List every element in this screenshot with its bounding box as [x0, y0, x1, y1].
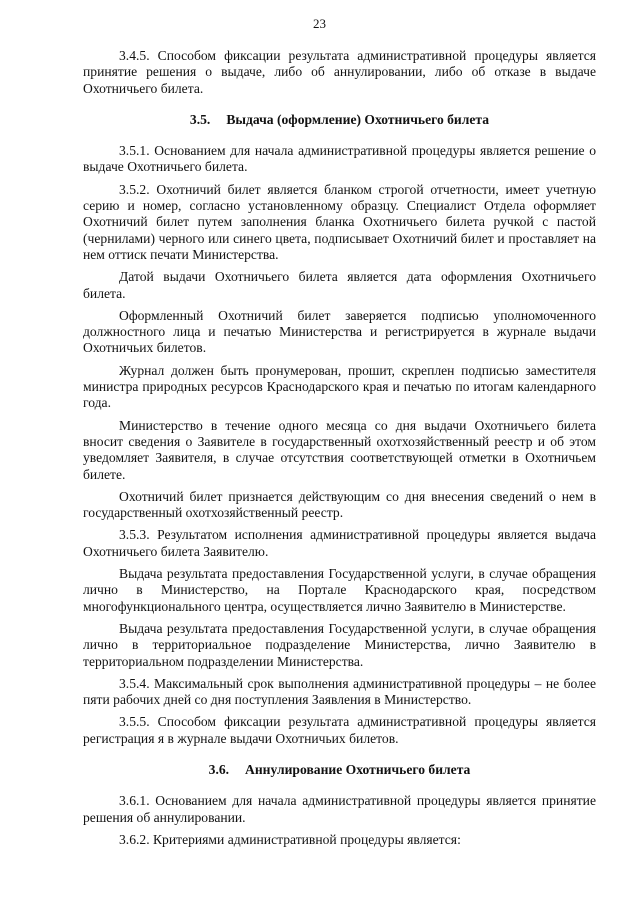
- section-number: 3.5.: [189, 111, 211, 127]
- paragraph: Датой выдачи Охотничьего билета является дата оформления Охотничьего билета.: [83, 269, 596, 301]
- paragraph: Оформленный Охотничий билет заверяется подписью уполномоченного должностного лица и печатью Министерства и регистрируется в журнале выдачи Охотничьих билетов.: [83, 307, 596, 356]
- paragraph-3-5-3: 3.5.3. Результатом исполнения административной процедуры является выдача Охотничьего билета Заявителю.: [83, 527, 596, 559]
- paragraph-3-5-2: 3.5.2. Охотничий билет является бланком строгой отчетности, имеет учетную серию и номер, согласно установленному образцу. Специалист Отдела оформляет Охотничий билет путем заполнения бланка Охотничьего билета ручкой с пастой (чернилами) черного или синего цвета, подписывает Охотничий билет и проставляет на нем оттиск печати Министерства.: [83, 181, 596, 262]
- paragraph: Министерство в течение одного месяца со дня выдачи Охотничьего билета вносит сведения о Заявителе в государственный охотхозяйственный реестр и об этом уведомляет Заявителя, в случае отсутствия соответствующей отметки в Охотничьем билете.: [83, 417, 596, 482]
- paragraph-3-5-4: 3.5.4. Максимальный срок выполнения административной процедуры – не более пяти рабочих дней со дня поступления Заявления в Министерство.: [83, 675, 596, 708]
- paragraph-3-5-1: 3.5.1. Основанием для начала административной процедуры является решение о выдаче Охотничьего билета.: [83, 143, 596, 175]
- section-heading-3-5: [83, 112, 596, 128]
- page-number: 23: [313, 16, 326, 31]
- paragraph-3-6-2: 3.6.2. Критериями административной процедуры является:: [119, 831, 461, 847]
- paragraph: Охотничий билет признается действующим со дня внесения сведений о нем в государственный охотхозяйственный реестр.: [83, 488, 596, 521]
- section-number: 3.6.: [208, 761, 230, 777]
- section-title: Выдача (оформление) Охотничьего билета: [226, 111, 490, 127]
- paragraph: Выдача результата предоставления Государственной услуги, в случае обращения лично в Министерство, на Портале Краснодарского края, посредством многофункционального центра, осуществляется лично Заявителю в Министерстве.: [83, 566, 596, 614]
- section-title: Аннулирование Охотничьего билета: [245, 761, 471, 777]
- document-body: [83, 48, 596, 848]
- paragraph: Журнал должен быть пронумерован, прошит, скреплен подписью заместителя министра природных ресурсов Краснодарского края и печатью по итогам календарного года.: [83, 362, 596, 411]
- paragraph-3-5-5: 3.5.5. Способом фиксации результата административной процедуры является регистрация я в журнале выдачи Охотничьих билетов.: [83, 714, 596, 746]
- paragraph: Выдача результата предоставления Государственной услуги, в случае обращения лично в территориальное подразделение Министерства, лично Заявителю в территориальном подразделении Министерства.: [83, 620, 596, 669]
- paragraph-3-6-1: 3.6.1. Основанием для начала административной процедуры является принятие решения об аннулировании.: [83, 793, 596, 825]
- paragraph-3-4-5: 3.4.5. Способом фиксации результата административной процедуры является принятие решения о выдаче, либо об аннулировании, либо об отказе в выдаче Охотничьего билета.: [83, 48, 596, 96]
- section-heading-3-6: [83, 762, 596, 778]
